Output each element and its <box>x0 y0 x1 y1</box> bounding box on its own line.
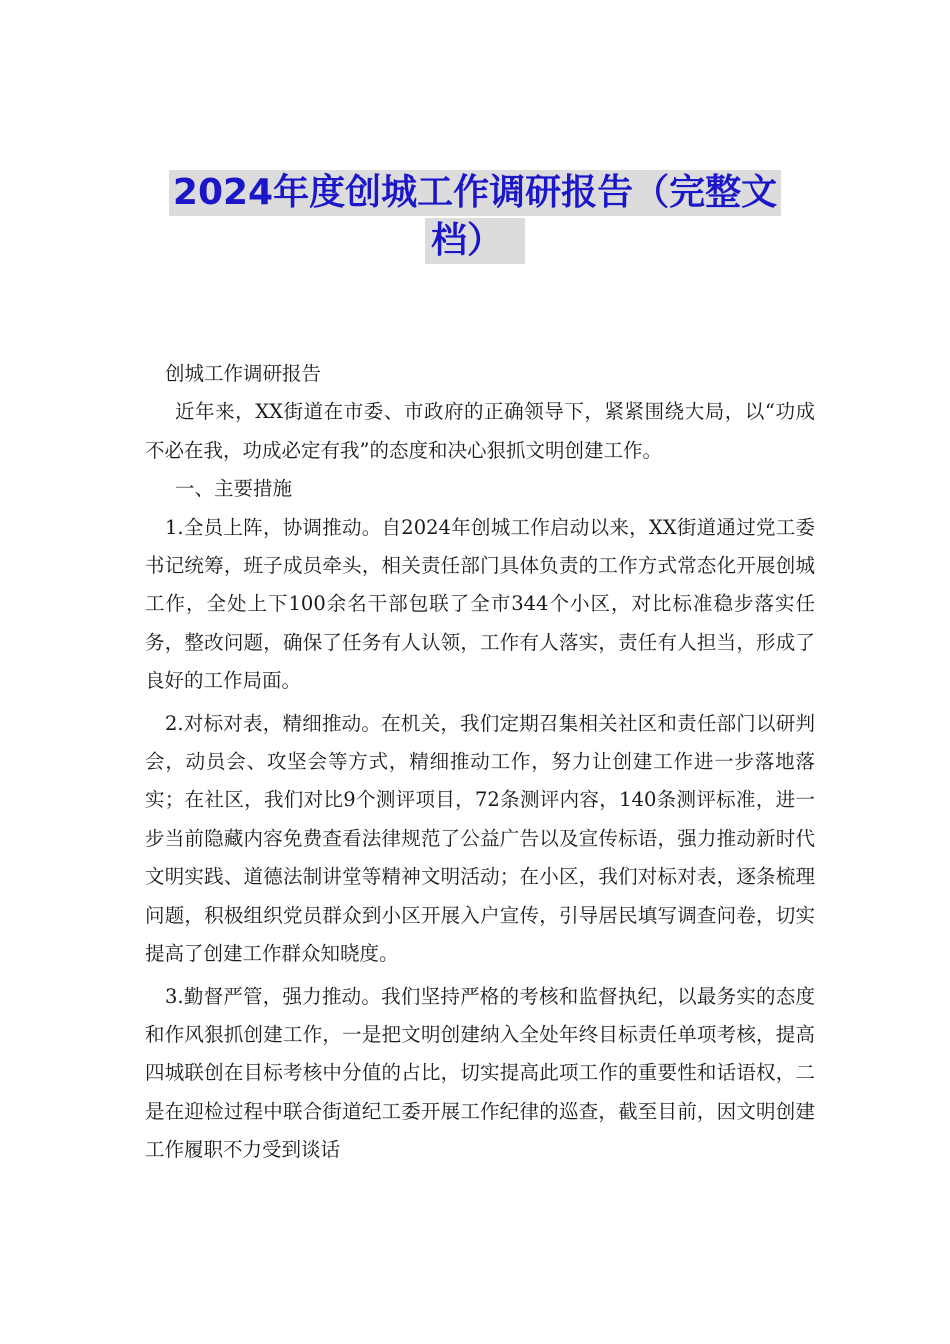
title-line-2: 档） <box>425 218 525 264</box>
document-title <box>160 170 790 264</box>
intro-paragraph: 近年来，XX街道在市委、市政府的正确领导下，紧紧围绕大局，以“功成不必在我，功成必定有我”的态度和决心狠抓文明创建工作。 <box>145 400 815 462</box>
report-subtitle: 创城工作调研报告 <box>165 362 322 385</box>
title-line-1: 2024年度创城工作调研报告（完整文 <box>169 170 781 216</box>
measure-item-2: 2.对标对表，精细推动。在机关，我们定期召集相关社区和责任部门以研判会，动员会、攻坚会等方式，精细推动工作，努力让创建工作进一步落地落实；在社区，我们对比9个测评项目，72条测评内容，140条测评标准，进一步当前隐藏内容免费查看法律规范了公益广告以及宣传标语，强力推动新时代文明实践、道德法制讲堂等精神文明活动；在小区，我们对标对表，逐条梳理问题，积极组织党员群众到小区开展入户宣传，引导居民填写调查问卷，切实提高了创建工作群众知晓度。 <box>145 711 815 966</box>
measure-item-3: 3.勤督严管，强力推动。我们坚持严格的考核和监督执纪，以最务实的态度和作风狠抓创建工作，一是把文明创建纳入全处年终目标责任单项考核，提高四城联创在目标考核中分值的占比，切实提高此项工作的重要性和话语权，二是在迎检过程中联合街道纪工委开展工作纪律的巡查，截至目前，因文明创建工作履职不力受到谈话 <box>145 984 815 1162</box>
section-heading-measures: 一、主要措施 <box>175 477 293 501</box>
measure-item-1: 1.全员上阵，协调推动。自2024年创城工作启动以来，XX街道通过党工委书记统筹，班子成员牵头，相关责任部门具体负责的工作方式常态化开展创城工作，全处上下100余名干部包联了全市344个小区，对比标准稳步落实任务，整改问题，确保了任务有人认领，工作有人落实，责任有人担当，形成了良好的工作局面。 <box>145 515 815 693</box>
document-body <box>145 355 815 1170</box>
